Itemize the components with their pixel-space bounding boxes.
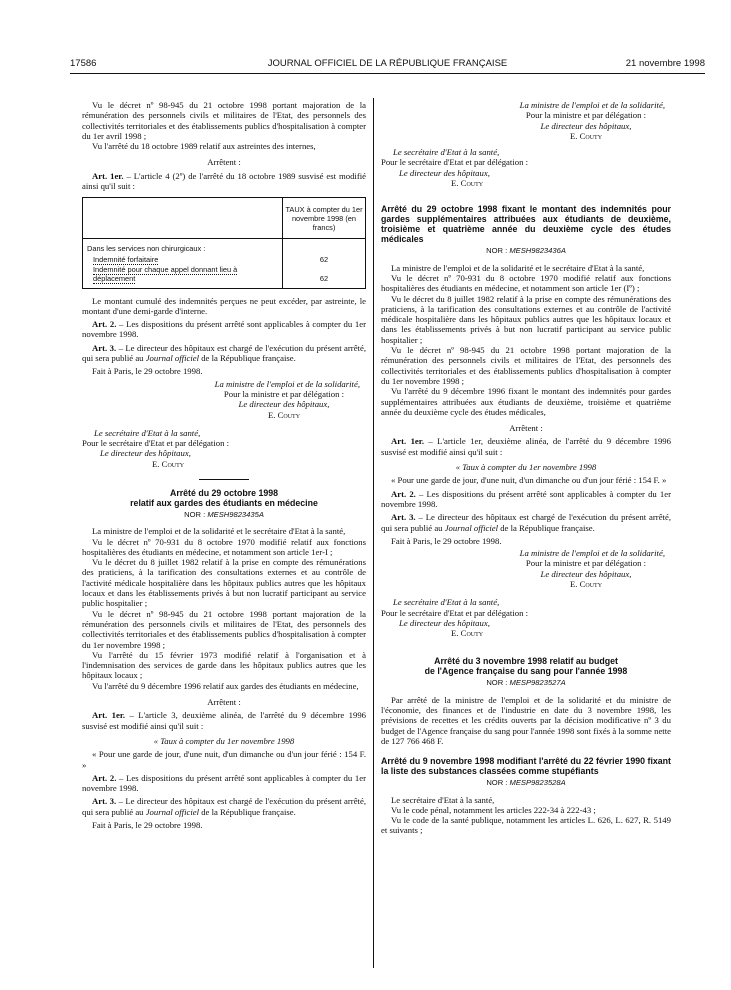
article-text: – L'article 1er, deuxième alinéa, de l'arrêté du 9 décembre 1996 susvisé est modifié ainsi qu'il suit : — [381, 436, 671, 457]
rates-table — [82, 197, 366, 288]
right-column — [381, 100, 671, 836]
body-paragraph: Le montant cumulé des indemnités perçues ne peut excéder, par astreinte, le montant d'une demi-garde d'interne. — [82, 295, 366, 316]
article-label: Art. 3. — [391, 512, 416, 523]
signatory-delegation: Pour le secrétaire d'Etat et par délégation : — [381, 157, 529, 168]
signing-date: Fait à Paris, le 29 octobre 1998. — [391, 535, 502, 546]
quote-title: « Taux à compter du 1er novembre 1998 — [153, 735, 295, 746]
signature-block — [82, 379, 366, 469]
quote-text: « Pour une garde de jour, d'une nuit, d'un dimanche ou d'un jour férié : 154 F. » — [82, 749, 366, 770]
signatory-name: E. Couty — [569, 578, 603, 589]
nor-reference — [381, 678, 671, 688]
article-3 — [82, 343, 366, 364]
quote-text: « Pour une garde de jour, d'une nuit, d'un dimanche ou d'un jour férié : 154 F. » — [391, 475, 667, 486]
signatory-name: E. Couty — [267, 409, 301, 420]
left-column — [82, 100, 366, 830]
journal-name: Journal officiel — [444, 522, 499, 533]
body-paragraph: La ministre de l'emploi et de la solidarité et le secrétaire d'Etat à la santé, — [92, 526, 346, 537]
article-text: – Le directeur des hôpitaux est chargé de l'exécution du présent arrêté, qui sera publié au — [82, 796, 366, 817]
visa-paragraph: Vu l'arrêté du 18 octobre 1989 relatif aux astreintes des internes, — [92, 141, 316, 152]
decree-title-line: Arrêté du 3 novembre 1998 relatif au budget — [434, 656, 618, 667]
nor-label: NOR : — [486, 778, 510, 788]
article-label: Art. 3. — [92, 796, 117, 807]
article-1 — [82, 710, 366, 731]
article-3 — [82, 796, 366, 817]
signatory-title: Le secrétaire d'Etat à la santé, — [393, 597, 500, 608]
article-1 — [82, 171, 366, 192]
header-rule — [70, 73, 705, 74]
page-header — [70, 58, 705, 72]
table-column-header: TAUX à compter du 1er novembre 1998 (en francs) — [282, 198, 365, 238]
page-number: 17586 — [70, 58, 97, 69]
article-label: Art. 2. — [391, 488, 416, 499]
decree-title: Arrêté du 9 novembre 1998 modifiant l'arrêté du 22 février 1990 fixant la liste des substances classées comme stupéfiants — [381, 756, 671, 777]
issue-date: 21 novembre 1998 — [625, 58, 705, 69]
article-label: Art. 1er. — [391, 436, 425, 447]
decree-title-line: Arrêté du 29 octobre 1998 — [169, 487, 279, 498]
arretent-label: Arrêtent : — [509, 423, 543, 434]
journal-name: Journal officiel — [145, 353, 200, 364]
article-text: – Les dispositions du présent arrêté sont applicables à compter du 1er novembre 1998. — [381, 488, 671, 509]
signatory-title: La ministre de l'emploi et de la solidarité, — [519, 548, 665, 559]
table-header-row — [83, 198, 365, 239]
article-label: Art. 2. — [92, 319, 117, 330]
signing-date: Fait à Paris, le 29 octobre 1998. — [92, 366, 203, 377]
body-paragraph: Vu l'arrêté du 9 décembre 1996 relatif aux gardes des étudiants en médecine, — [92, 680, 359, 691]
body-paragraph: La ministre de l'emploi et de la solidarité et le secrétaire d'Etat à la santé, — [391, 262, 645, 273]
signatory-title: Le directeur des hôpitaux, — [399, 167, 490, 178]
nor-reference — [82, 510, 366, 520]
journal-name: Journal officiel — [145, 806, 200, 817]
signatory-name: E. Couty — [152, 458, 185, 469]
decree-title — [381, 656, 671, 676]
nor-code: MESH9823435A — [207, 509, 264, 519]
article-1 — [381, 436, 671, 457]
signatory-title: La ministre de l'emploi et de la solidarité, — [214, 378, 360, 389]
article-text: – Le directeur des hôpitaux est chargé de l'exécution du présent arrêté, qui sera publié au — [82, 342, 366, 364]
signatory-title: Le directeur des hôpitaux, — [399, 617, 490, 628]
article-label: Art. 1er. — [92, 710, 126, 721]
section-separator — [199, 479, 249, 480]
nor-code: MESP9823527A — [509, 678, 566, 688]
body-paragraph: Vu l'arrêté du 15 février 1973 modifié relatif à l'organisation et à l'indemnisation des services de garde dans les hôpitaux publics autres que les hôpitaux locaux ; — [82, 649, 366, 681]
journal-title: JOURNAL OFFICIEL DE LA RÉPUBLIQUE FRANÇAISE — [267, 58, 508, 69]
visa-paragraph: Vu le décret nº 98-945 du 21 octobre 1998 portant majoration de la rémunération des personnels civils et militaires de l'Etat, des personnels des collectivités territoriales et des établissements publics d'hospitalisation à compter du 1er avril 1998 ; — [82, 100, 366, 141]
body-paragraph: Vu le décret nº 70-931 du 8 octobre 1970 modifié relatif aux fonctions hospitalières des étudiants en médecine, et notamment son article 1er-I ; — [82, 536, 366, 557]
signatory-delegation: Pour le secrétaire d'Etat et par délégation : — [381, 607, 529, 618]
table-row — [83, 265, 365, 287]
body-paragraph: Vu le décret du 8 juillet 1982 relatif à la prise en compte des rémunérations des praticiens, à la tarification des consultations externes et au contrôle de l'activité médicale hospitalière dans les hôpitaux publics autres que les hôpitaux locaux et dans les établissements privés à but non lucratif participant au service public hospitalier ; — [82, 557, 366, 609]
table-section-label: Dans les services non chirurgicaux : — [87, 244, 206, 254]
signatory-delegation: Pour la ministre et par délégation : — [223, 388, 345, 399]
signatory-delegation: Pour la ministre et par délégation : — [525, 110, 647, 121]
table-header-empty — [83, 198, 282, 238]
signatory-name: E. Couty — [451, 628, 484, 639]
signatory-title: Le directeur des hôpitaux, — [100, 448, 191, 459]
nor-code: MESP9823528A — [509, 778, 566, 788]
signatory-title: Le directeur des hôpitaux, — [540, 120, 632, 131]
arretent-label: Arrêtent : — [207, 697, 241, 708]
decree-title: Arrêté du 29 octobre 1998 fixant le montant des indemnités pour gardes supplémentaires attribuées aux étudiants de deuxième, troisième et quatrième année du deuxième cycle des études médicales — [381, 204, 671, 245]
decree-title — [82, 488, 366, 508]
decree-title-line: relatif aux gardes des étudiants en médecine — [130, 497, 318, 508]
article-text: de la République française. — [199, 353, 296, 364]
decree-title-line: de l'Agence française du sang pour l'année 1998 — [424, 666, 628, 677]
column-divider — [373, 98, 374, 968]
signature-block — [381, 548, 671, 638]
nor-reference — [381, 246, 671, 256]
table-cell-empty — [282, 239, 365, 255]
nor-reference — [381, 778, 671, 788]
article-2 — [82, 319, 366, 340]
article-text: de la République française. — [498, 522, 595, 533]
article-label: Art. 2. — [92, 772, 117, 783]
article-2 — [381, 489, 671, 510]
table-row-label: Indemnité pour chaque appel donnant lieu à déplacement — [93, 265, 238, 283]
arretent-label: Arrêtent : — [207, 157, 241, 168]
table-row — [83, 255, 365, 266]
article-label: Art. 3. — [92, 342, 117, 353]
body-paragraph: Le secrétaire d'Etat à la santé, — [391, 794, 495, 805]
body-paragraph: Vu l'arrêté du 9 décembre 1996 fixant le montant des indemnités pour gardes supplémentaires attribuées aux étudiants de deuxième, troisième et quatrième année du deuxième cycle des études médicales, — [381, 386, 671, 417]
signatory-title: La ministre de l'emploi et de la solidarité, — [519, 100, 665, 110]
nor-label: NOR : — [184, 509, 208, 519]
body-paragraph: Vu le code de la santé publique, notamment les articles L. 626, L. 627, R. 5149 et suivants ; — [381, 815, 671, 836]
table-row-label: Indemnité forfaitaire — [93, 254, 159, 264]
article-text: – L'article 4 (2º) de l'arrêté du 18 octobre 1989 susvisé est modifié ainsi qu'il suit : — [82, 170, 367, 192]
quote-title: « Taux à compter du 1er novembre 1998 — [455, 462, 597, 473]
body-paragraph: Vu le décret nº 98-945 du 21 octobre 1998 portant majoration de la rémunération des personnels civils et militaires de l'Etat, des personnels des collectivités territoriales et des établissements publics d'hospitalisation à compter du 1er novembre 1998 ; — [82, 608, 366, 650]
article-text: – Les dispositions du présent arrêté sont applicables à compter du 1er novembre 1998. — [82, 772, 366, 794]
article-label: Art. 1er. — [92, 170, 124, 181]
signatory-title: Le directeur des hôpitaux, — [238, 399, 330, 410]
signatory-delegation: Pour la ministre et par délégation : — [525, 558, 647, 569]
article-text: – L'article 3, deuxième alinéa, de l'arrêté du 9 décembre 1996 susvisé est modifié ainsi qu'il suit : — [82, 710, 367, 731]
signatory-name: E. Couty — [569, 130, 603, 141]
article-text: de la République française. — [199, 806, 296, 817]
signatory-title: Le secrétaire d'Etat à la santé, — [94, 427, 201, 438]
table-row-value: 62 — [282, 255, 365, 266]
article-3 — [381, 512, 671, 533]
table-row — [83, 239, 365, 255]
article-text: – Les dispositions du présent arrêté sont applicables à compter du 1er novembre 1998. — [82, 319, 366, 340]
signatory-title: Le directeur des hôpitaux, — [540, 568, 632, 579]
signature-block — [381, 100, 671, 188]
signatory-name: E. Couty — [451, 178, 484, 189]
nor-code: MESH9823436A — [509, 246, 566, 256]
body-paragraph: Vu le décret du 8 juillet 1982 relatif à la prise en compte des rémunérations des praticiens, à la tarification des consultations externes et au contrôle de l'activité médicale hospitalière dans les hôpitaux publics autres que les hôpitaux locaux et dans les établissements privés à but non lucratif participant au service public hospitalier ; — [381, 293, 671, 345]
signing-date: Fait à Paris, le 29 octobre 1998. — [92, 820, 203, 830]
nor-label: NOR : — [486, 678, 510, 688]
body-paragraph: Par arrêté de la ministre de l'emploi et de la solidarité et du ministre de l'économie, des finances et de l'industrie en date du 3 novembre 1998, les prévisions de recettes et les crédits ouverts par la décision modificative nº 3 du budget de l'Agence française du sang pour l'année 1998 sont fixés à la somme nette de 127 766 468 F. — [381, 694, 671, 746]
body-paragraph: Vu le décret nº 98-945 du 21 octobre 1998 portant majoration de la rémunération des personnels civils et militaires de l'Etat, des personnels des collectivités territoriales et des établissements publics d'hospitalisation à compter du 1er novembre 1998 ; — [381, 345, 671, 386]
article-2 — [82, 773, 366, 794]
body-paragraph: Vu le décret nº 70-931 du 8 octobre 1970 modifié relatif aux fonctions hospitalières des étudiants en médecine, et notamment son article 1er (Iº) ; — [381, 272, 671, 294]
table-row-value: 62 — [282, 265, 365, 287]
nor-label: NOR : — [486, 246, 510, 256]
signatory-title: Le secrétaire d'Etat à la santé, — [393, 147, 500, 158]
signatory-delegation: Pour le secrétaire d'Etat et par délégation : — [82, 438, 230, 449]
article-text: – Le directeur des hôpitaux est chargé de l'exécution du présent arrêté, qui sera publié au — [381, 512, 671, 533]
body-paragraph: Vu le code pénal, notamment les articles 222-34 à 222-43 ; — [391, 804, 596, 815]
